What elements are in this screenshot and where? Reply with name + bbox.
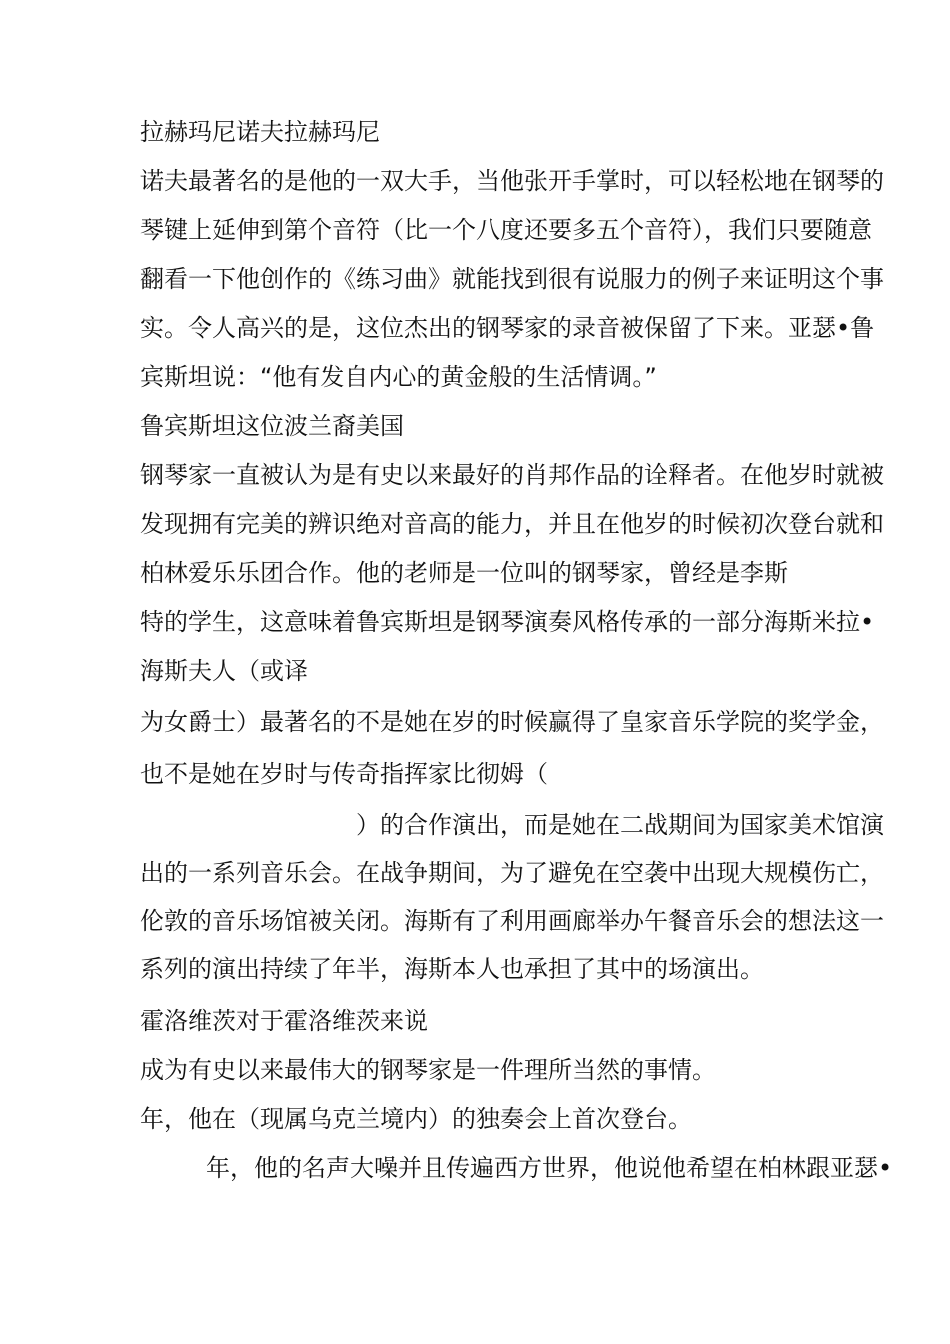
text-line: 也不是她在岁时与传奇指挥家比彻姆（ (140, 760, 548, 788)
text-line: 系列的演出持续了年半，海斯本人也承担了其中的场演出。 (140, 955, 764, 983)
text-line: 拉赫玛尼诺夫拉赫玛尼 (140, 118, 380, 146)
text-line: 发现拥有完美的辨识绝对音高的能力，并且在他岁的时候初次登台就和 (140, 510, 884, 538)
text-line: 宾斯坦说：“他有发自内心的黄金般的生活情调。” (140, 363, 657, 391)
text-line: ）的合作演出，而是她在二战期间为国家美术馆演 (356, 811, 884, 839)
text-line: 伦敦的音乐场馆被关闭。海斯有了利用画廊举办午餐音乐会的想法这一 (140, 907, 884, 935)
text-line: 年，他在（现属乌克兰境内）的独奏会上首次登台。 (140, 1105, 692, 1133)
text-line: 柏林爱乐乐团合作。他的老师是一位叫的钢琴家，曾经是李斯 (140, 559, 788, 587)
text-line: 翻看一下他创作的《练习曲》就能找到很有说服力的例子来证明这个事 (140, 265, 884, 293)
text-line: 霍洛维茨对于霍洛维茨来说 (140, 1007, 428, 1035)
text-line: 海斯夫人（或译 (140, 657, 308, 685)
text-line: 鲁宾斯坦这位波兰裔美国 (140, 412, 404, 440)
text-line: 琴键上延伸到第个音符（比一个八度还要多五个音符），我们只要随意 (140, 216, 872, 244)
text-line: 出的一系列音乐会。在战争期间，为了避免在空袭中出现大规模伤亡， (140, 859, 884, 887)
text-line: 为女爵士）最著名的不是她在岁的时候赢得了皇家音乐学院的奖学金， (140, 708, 884, 736)
text-line: 特的学生，这意味着鲁宾斯坦是钢琴演奏风格传承的一部分海斯米拉• (140, 608, 875, 636)
text-line: 钢琴家一直被认为是有史以来最好的肖邦作品的诠释者。在他岁时就被 (140, 461, 884, 489)
text-line: 成为有史以来最伟大的钢琴家是一件理所当然的事情。 (140, 1056, 716, 1084)
text-line: 实。令人高兴的是，这位杰出的钢琴家的录音被保留了下来。亚瑟•鲁 (140, 314, 875, 342)
text-line: 年，他的名声大噪并且传遍西方世界，他说他希望在柏林跟亚瑟• (206, 1154, 893, 1182)
text-line: 诺夫最著名的是他的一双大手，当他张开手掌时，可以轻松地在钢琴的 (140, 167, 884, 195)
